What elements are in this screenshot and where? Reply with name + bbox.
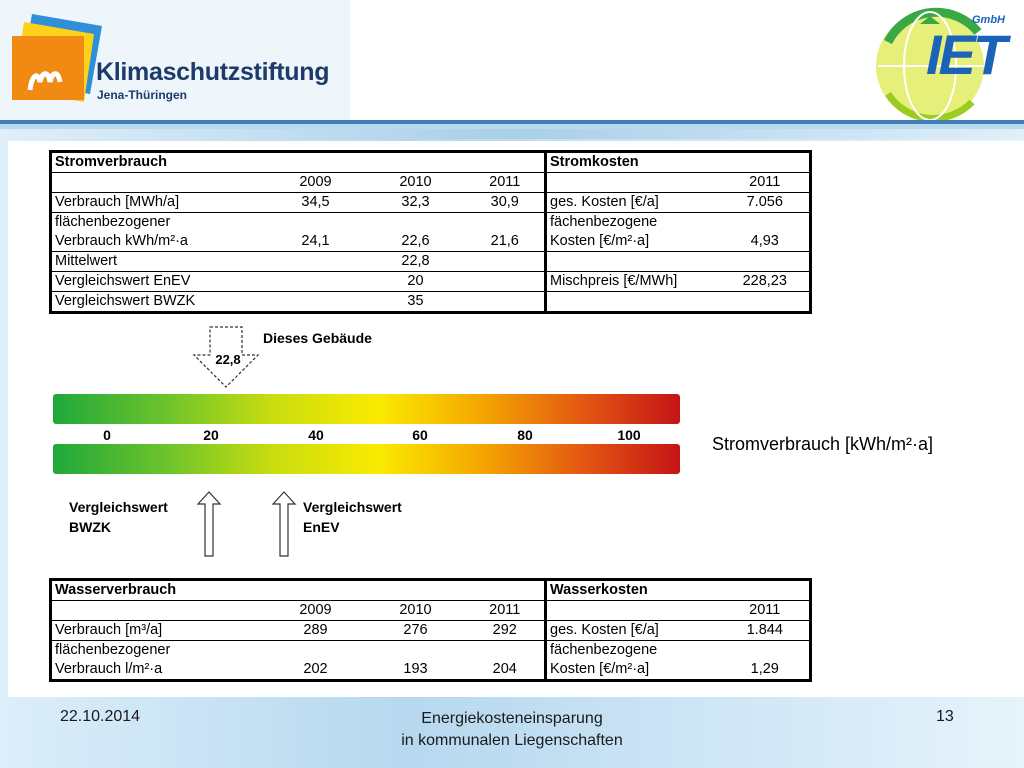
cell-value: 35 <box>407 293 424 309</box>
scale-bar-bottom <box>53 444 680 474</box>
enev-arrow-icon <box>271 490 297 558</box>
cell-value: 7.056 <box>721 193 811 213</box>
page-number: 13 <box>936 708 954 725</box>
bwzk-arrow-icon <box>196 490 222 558</box>
cell-value: 21,6 <box>466 232 546 252</box>
ref-enev-line1: Vergleichswert <box>303 499 402 515</box>
scale-tick: 80 <box>517 427 533 443</box>
scale-tick: 0 <box>103 427 111 443</box>
row-label: Verbrauch [MWh/a] <box>51 193 266 213</box>
cell-value: 292 <box>466 621 546 641</box>
stromkosten-title: Stromkosten <box>546 152 811 173</box>
cell-value: 289 <box>266 621 366 641</box>
scale-tick: 100 <box>617 427 641 443</box>
wasser-title: Wasserverbrauch <box>51 580 266 601</box>
left-logo-sub: Jena-Thüringen <box>97 88 188 102</box>
year-header: 2010 <box>366 173 466 193</box>
cell-value: 34,5 <box>266 193 366 213</box>
header-stripe <box>0 129 1024 139</box>
cell-value: 20 <box>366 272 466 292</box>
row-label: Verbrauch l/m²·a <box>55 661 163 677</box>
slide-header <box>0 0 1024 120</box>
cell-value: 204 <box>492 661 517 677</box>
ref-bwzk-line1: Vergleichswert <box>69 499 168 515</box>
right-logo-suffix: GmbH <box>972 14 1005 26</box>
footer-date: 22.10.2014 <box>60 708 141 725</box>
year-header: 2011 <box>466 601 546 621</box>
year-header: 2011 <box>721 173 811 193</box>
cell-value: 22,8 <box>366 252 466 272</box>
row-label: Mittelwert <box>51 252 266 272</box>
ref-bwzk-line2: BWZK <box>69 519 111 535</box>
row-label: fächenbezogene <box>546 641 721 661</box>
cell-value: 24,1 <box>266 232 366 252</box>
cell-value: 1.844 <box>721 621 811 641</box>
building-label: Dieses Gebäude <box>263 330 372 346</box>
wasser-table <box>49 578 812 682</box>
row-label: flächenbezogener <box>55 642 171 658</box>
cell-value: 1,29 <box>750 661 779 677</box>
row-label: ges. Kosten [€/a] <box>546 193 721 213</box>
row-label: flächenbezogener <box>55 214 171 230</box>
cell-value: 4,93 <box>721 232 811 252</box>
year-header: 2010 <box>366 601 466 621</box>
iet-logo <box>868 2 1016 120</box>
scale-tick: 40 <box>308 427 324 443</box>
year-header: 2011 <box>466 173 546 193</box>
year-header: 2009 <box>266 173 366 193</box>
footer-title-line2: in kommunalen Liegenschaften <box>401 732 623 749</box>
ref-enev-label <box>303 497 402 537</box>
right-logo-name: IET <box>926 23 1005 86</box>
footer-title <box>312 708 712 752</box>
cell-value: 202 <box>303 661 328 677</box>
cell-value: 228,23 <box>721 272 811 292</box>
footer-title-line1: Energiekosteneinsparung <box>421 710 603 727</box>
left-logo-name: Klimaschutzstiftung <box>96 58 330 86</box>
row-label: Verbrauch [m³/a] <box>51 621 266 641</box>
year-header: 2011 <box>721 601 811 621</box>
row-label: Kosten [€/m²·a] <box>546 660 721 681</box>
year-header: 2009 <box>266 601 366 621</box>
cell-value: 32,3 <box>366 193 466 213</box>
wasserkosten-title: Wasserkosten <box>546 580 811 601</box>
row-label: Vergleichswert EnEV <box>51 272 266 292</box>
klimaschutzstiftung-logo <box>0 0 350 120</box>
row-label: Verbrauch kWh/m²·a <box>51 232 266 252</box>
row-label: Vergleichswert BWZK <box>55 293 196 309</box>
building-value: 22,8 <box>215 352 241 367</box>
ref-bwzk-label <box>69 497 168 537</box>
row-label: ges. Kosten [€/a] <box>546 621 721 641</box>
scale-tick: 60 <box>412 427 428 443</box>
klimaschutz-logo-icon <box>10 12 110 112</box>
row-label: fächenbezogene <box>546 213 721 233</box>
cell-value: 276 <box>366 621 466 641</box>
scale-tick: 20 <box>203 427 219 443</box>
row-label: Mischpreis [€/MWh] <box>546 272 721 292</box>
scale-unit-label: Stromverbrauch [kWh/m²·a] <box>712 434 934 454</box>
scale-bar-top <box>53 394 680 424</box>
strom-table <box>49 150 812 314</box>
row-label: Kosten [€/m²·a] <box>546 232 721 252</box>
strom-title: Stromverbrauch <box>51 152 266 173</box>
cell-value: 22,6 <box>366 232 466 252</box>
cell-value: 193 <box>403 661 428 677</box>
ref-enev-line2: EnEV <box>303 519 340 535</box>
cell-value: 30,9 <box>466 193 546 213</box>
